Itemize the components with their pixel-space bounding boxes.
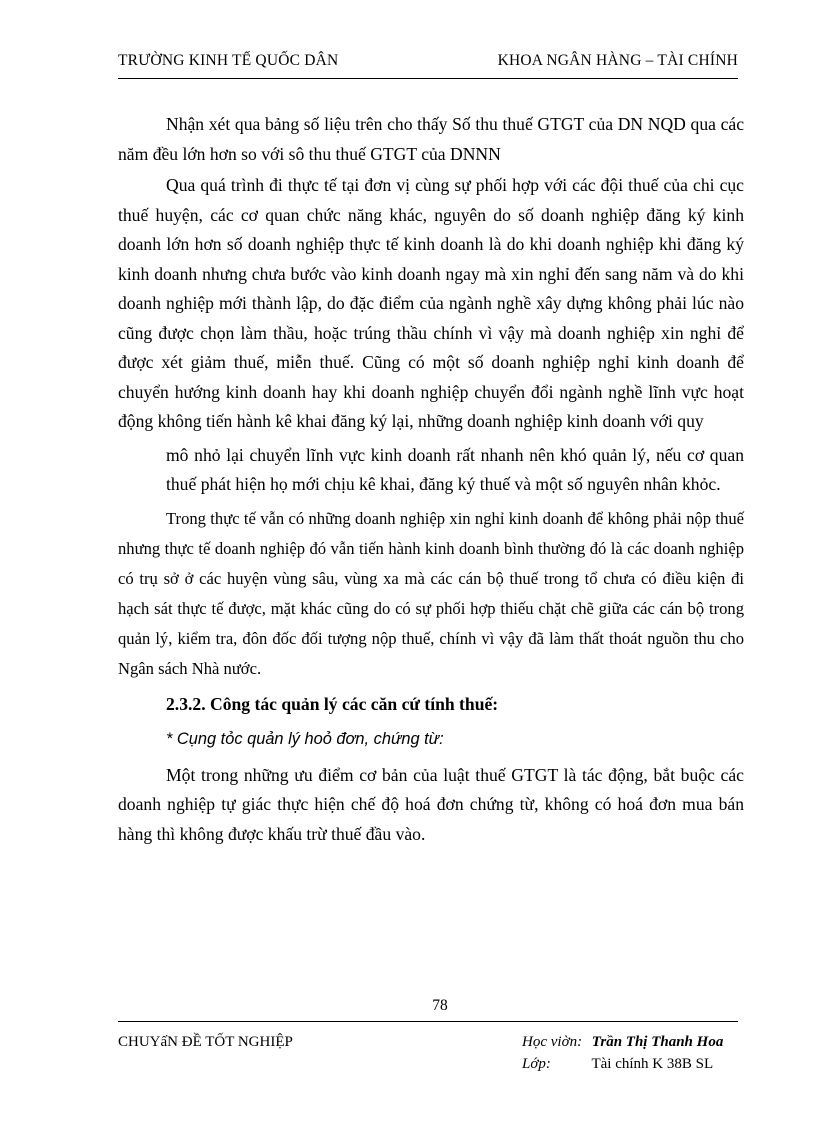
section-heading: 2.3.2. Công tác quản lý các căn cứ tính thuế: — [166, 693, 499, 714]
header-divider — [118, 78, 738, 79]
page-body — [118, 110, 744, 849]
class-label: Lớp: — [522, 1056, 551, 1072]
paragraph-5: Một trong những ưu điểm cơ bản của luật thuế GTGT là tác động, bắt buộc các doanh nghiệp tự giác thực hiện chế độ hoá đơn chứng từ, không có hoá đơn mua bán hàng thì không được khấu trừ thuế đầu vào. — [118, 764, 744, 844]
paragraph-4: Trong thực tế vẫn có những doanh nghiệp xin nghỉ kinh doanh để không phải nộp thuế nhưng thực tế doanh nghiệp đó vẫn tiến hành kinh doanh bình thường đó là các doanh nghiệp có trụ sở ở các huyện vùng sâu, vùng xa mà các cán bộ thuế trong tổ chưa có điều kiện đi hạch sát thực tế được, mặt khác cũng do có sự phối hợp thiếu chặt chẽ giữa các cán bộ trong quản lý, kiểm tra, đôn đốc đối tượng nộp thuế, chính vì vậy đã làm thất thoát nguồn thu cho Ngân sách Nhà nước. — [118, 508, 744, 678]
footer-student-info — [522, 1034, 762, 1078]
footer-thesis-title: CHUYấN ĐỀ TỐT NGHIỆP — [118, 1034, 293, 1050]
student-name: Trần Thị Thanh Hoa — [591, 1034, 724, 1050]
header-school: TRƯỜNG KINH TẾ QUỐC DÂN — [118, 52, 339, 69]
footer-divider — [118, 1021, 738, 1022]
page-header — [118, 52, 738, 74]
class-value: Tài chính K 38B SL — [591, 1056, 714, 1072]
paragraph-3: mô nhỏ lại chuyển lĩnh vực kinh doanh rất nhanh nên khó quản lý, nếu cơ quan thuế phát hiện họ mới chịu kê khai, đăng ký thuế và một số nguyên nhân khỏc. — [166, 444, 744, 494]
section-subheading: * Cụng tỏc quản lý hoỏ đơn, chứng từ: — [166, 730, 444, 748]
paragraph-2: Qua quá trình đi thực tế tại đơn vị cùng sự phối hợp với các đội thuế của chi cục thuế huyện, các cơ quan chức năng khác, nguyên do số doanh nghiệp đăng ký kinh doanh lớn hơn số doanh nghiệp thực tế kinh doanh là do khi doanh nghiệp khi đăng ký kinh doanh nhưng chưa bước vào kinh doanh ngay mà xin nghỉ đến sang năm và do khi doanh nghiệp mới thành lập, do đặc điểm của ngành nghề xây dựng không phải lúc nào cũng được chọn làm thầu, hoặc trúng thầu chính vì vậy mà doanh nghiệp xin nghỉ để được xét giảm thuế, miễn thuế. Cũng có một số doanh nghiệp nghỉ kinh doanh để chuyển hướng kinh doanh hay khi doanh nghiệp chuyển đổi ngành nghề lĩnh vực hoạt động không tiến hành kê khai đăng ký lại, những doanh nghiệp kinh doanh với quy — [118, 175, 744, 431]
header-faculty: KHOA NGÂN HÀNG – TÀI CHÍNH — [497, 52, 738, 69]
paragraph-1: Nhận xét qua bảng số liệu trên cho thấy Số thu thuế GTGT của DN NQD qua các năm đều lớn hơn so với sô thu thuế GTGT của DNNN — [118, 114, 744, 164]
student-label: Học viờn: — [522, 1034, 583, 1050]
page-number: 78 — [432, 997, 448, 1014]
